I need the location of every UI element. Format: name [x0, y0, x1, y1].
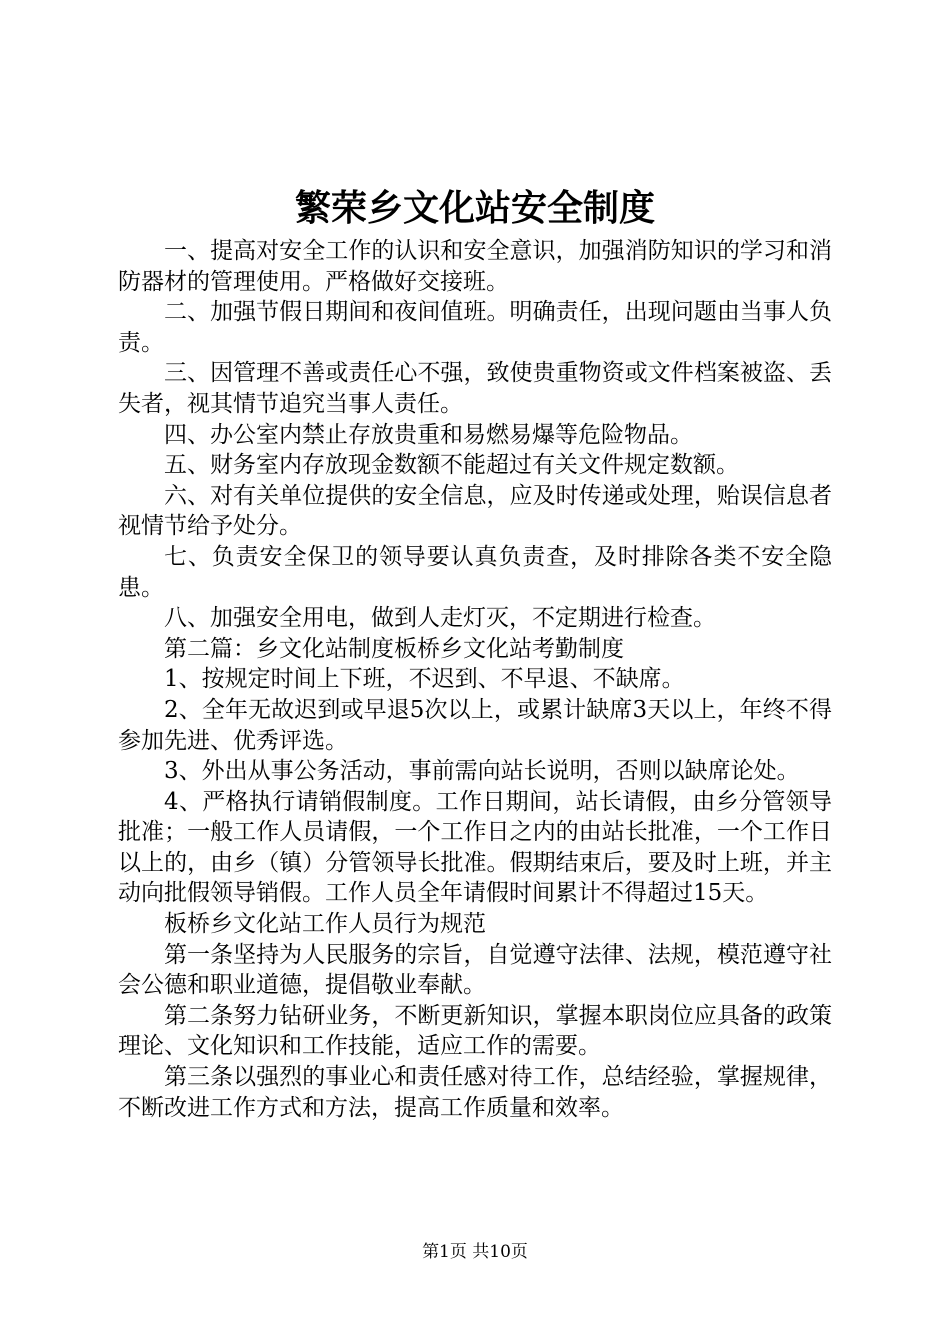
- page-title: 繁荣乡文化站安全制度: [294, 187, 655, 229]
- paragraph: 六、对有关单位提供的安全信息，应及时传递或处理，贻误信息者视情节给予处分。: [118, 482, 832, 540]
- paragraph: 1、按规定时间上下班，不迟到、不早退、不缺席。: [164, 666, 685, 693]
- paragraph: 四、办公室内禁止存放贵重和易燃易爆等危险物品。: [164, 421, 693, 448]
- paragraph: 二、加强节假日期间和夜间值班。明确责任，出现问题由当事人负责。: [118, 299, 832, 356]
- paragraph: 第三条以强烈的事业心和责任感对待工作，总结经验，掌握规律，不断改进工作方式和方法，提高工作质量和效率。: [118, 1064, 832, 1121]
- paragraph: 2、全年无故迟到或早退5次以上，或累计缺席3天以上，年终不得参加先进、优秀评选。: [118, 696, 832, 754]
- paragraph: 三、因管理不善或责任心不强，致使贵重物资或文件档案被盗、丢失者，视其情节追究当事人责任。: [118, 360, 832, 417]
- section-heading: 第二篇：乡文化站制度板桥乡文化站考勤制度: [164, 635, 624, 662]
- section-heading: 板桥乡文化站工作人员行为规范: [164, 911, 486, 938]
- paragraph: 一、提高对安全工作的认识和安全意识，加强消防知识的学习和消防器材的管理使用。严格做好交接班。: [118, 238, 832, 295]
- document-body: [118, 236, 832, 1123]
- paragraph: 五、财务室内存放现金数额不能超过有关文件规定数额。: [164, 452, 739, 479]
- paragraph: 七、负责安全保卫的领导要认真负责查，及时排除各类不安全隐患。: [118, 543, 832, 601]
- paragraph: 3、外出从事公务活动，事前需向站长说明，否则以缺席论处。: [164, 758, 800, 785]
- paragraph: 八、加强安全用电，做到人走灯灭，不定期进行检查。: [164, 605, 716, 632]
- paragraph: 4、严格执行请销假制度。工作日期间，站长请假，由乡分管领导批准；一般工作人员请假，一个工作日之内的由站长批准，一个工作日以上的，由乡（镇）分管领导长批准。假期结束后，要及时上班，并主动向批假领导销假。工作人员全年请假时间累计不得超过15天。: [118, 788, 832, 907]
- paragraph: 第一条坚持为人民服务的宗旨，自觉遵守法律、法规，模范遵守社会公德和职业道德，提倡敬业奉献。: [118, 941, 832, 999]
- page-footer: 第1页 共10页: [422, 1242, 528, 1262]
- paragraph: 第二条努力钻研业务，不断更新知识，掌握本职岗位应具备的政策理论、文化知识和工作技能，适应工作的需要。: [118, 1002, 832, 1060]
